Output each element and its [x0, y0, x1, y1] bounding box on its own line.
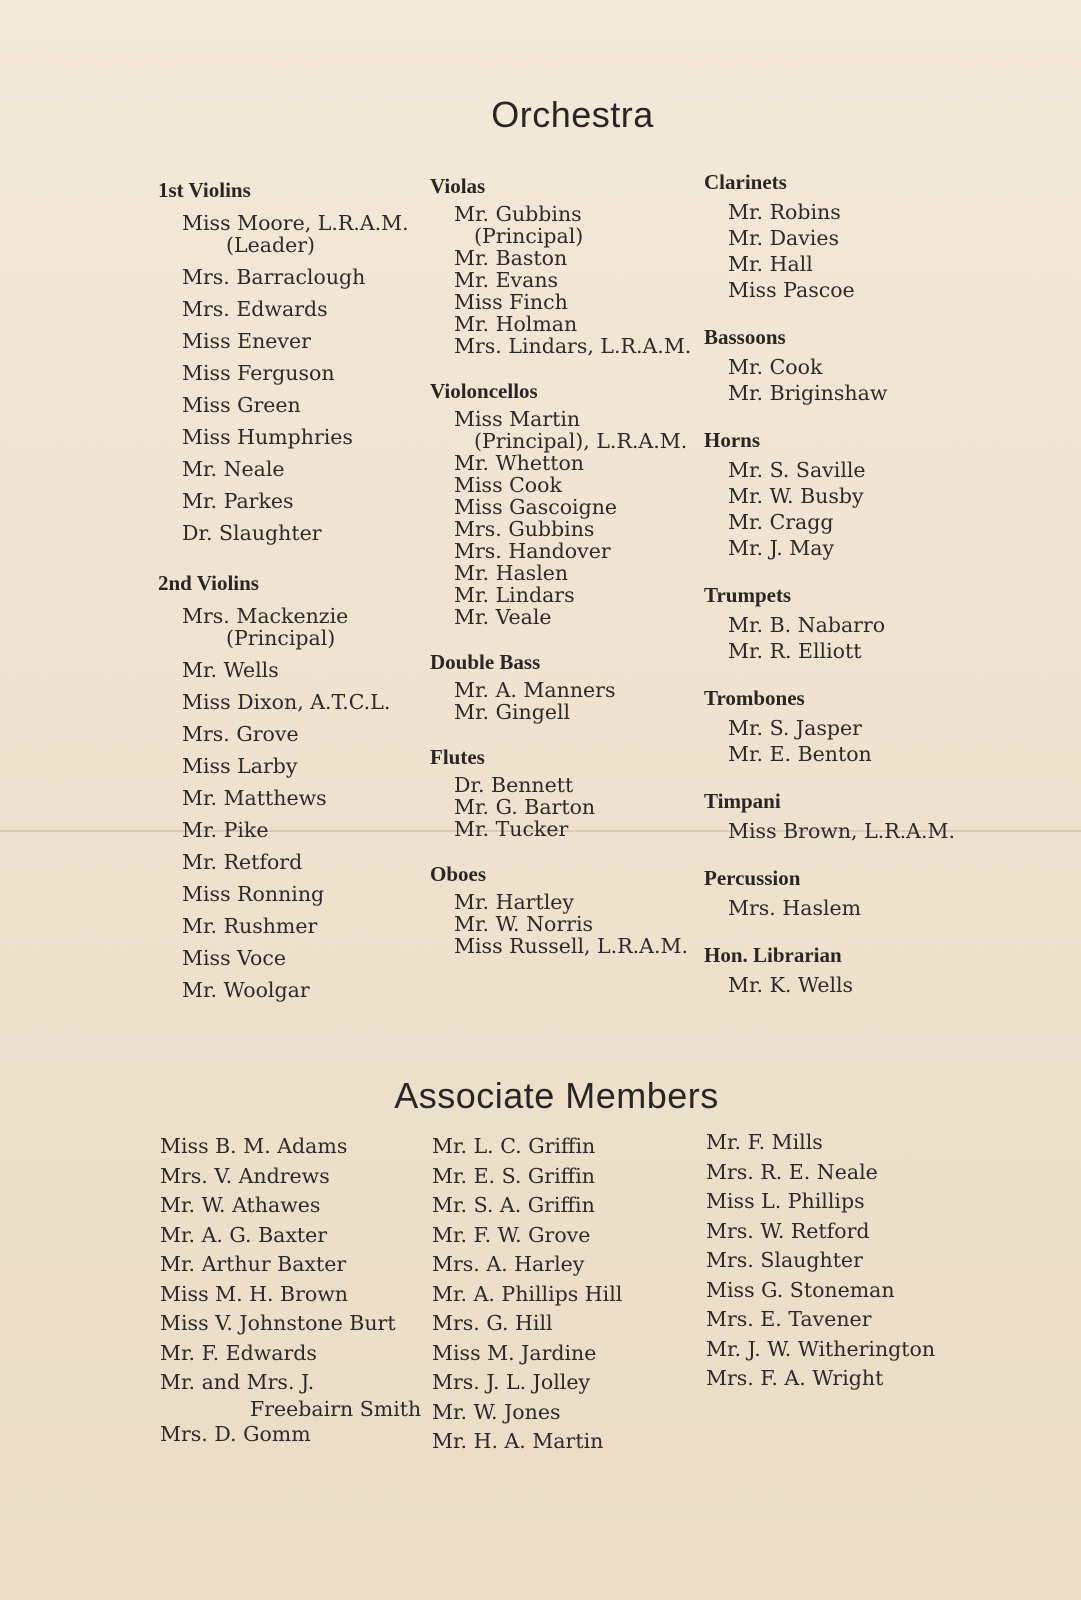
member-name-line: Miss Cook — [454, 473, 562, 497]
associate-member — [706, 1246, 935, 1276]
member-name-line: Mr. Cook — [728, 355, 823, 379]
member-name-line: Mr. Pike — [182, 818, 269, 842]
member-name — [158, 718, 428, 750]
member-name-line: Mr. J. May — [728, 536, 835, 560]
orchestra-column-2 — [430, 174, 700, 979]
member-name-continuation: (Principal), L.R.A.M. — [474, 429, 688, 453]
member-name — [430, 935, 700, 957]
member-name — [704, 225, 994, 251]
member-name-line: Miss Humphries — [182, 425, 353, 449]
associate-name-line: Mrs. E. Tavener — [706, 1307, 872, 1331]
instrument-section — [704, 428, 994, 561]
member-name — [704, 818, 994, 844]
member-name — [158, 600, 428, 654]
associate-member — [432, 1398, 622, 1428]
instrument-section — [158, 571, 428, 1006]
member-name — [430, 269, 700, 291]
associate-member — [432, 1427, 622, 1457]
member-name — [704, 638, 994, 664]
associate-name-line: Mr. L. C. Griffin — [432, 1134, 596, 1158]
orchestra-column-1 — [158, 178, 428, 1028]
member-name-line: Mr. Evans — [454, 268, 559, 292]
member-name-line: Miss Brown, L.R.A.M. — [728, 819, 956, 843]
member-name-line: Mr. Gingell — [454, 700, 571, 724]
member-name-line: Mr. Tucker — [454, 817, 569, 841]
member-name-line: Miss Dixon, A.T.C.L. — [182, 690, 391, 714]
member-name — [430, 313, 700, 335]
associates-column-1 — [160, 1132, 421, 1449]
associate-member — [160, 1280, 421, 1310]
associate-name-line: Mrs. J. L. Jolley — [432, 1370, 591, 1394]
member-name — [430, 584, 700, 606]
associate-name-line: Mr. F. Mills — [706, 1130, 823, 1154]
instrument-section — [704, 866, 994, 921]
section-heading: Double Bass — [430, 650, 541, 674]
member-name — [158, 517, 428, 549]
instrument-section — [704, 789, 994, 844]
associate-member — [706, 1364, 935, 1394]
associate-member — [432, 1221, 622, 1251]
associate-member — [706, 1187, 935, 1217]
instrument-section — [158, 178, 428, 549]
section-heading: 1st Violins — [158, 178, 251, 202]
member-name-line: Miss Ferguson — [182, 361, 335, 385]
member-name — [704, 380, 994, 406]
member-name — [704, 509, 994, 535]
member-name-line: Mr. Rushmer — [182, 914, 318, 938]
associate-member — [160, 1339, 421, 1369]
member-name-line: Mr. Veale — [454, 605, 552, 629]
member-name — [430, 913, 700, 935]
associate-member — [432, 1280, 622, 1310]
member-name-line: Mr. Wells — [182, 658, 279, 682]
associate-member — [160, 1309, 421, 1339]
member-name-line: Mr. S. Jasper — [728, 716, 862, 740]
instrument-section — [430, 862, 700, 957]
member-name-line: Mr. Hartley — [454, 890, 574, 914]
member-name — [158, 878, 428, 910]
associate-name-line: Mr. W. Athawes — [160, 1193, 321, 1217]
member-name-line: Mr. Gubbins — [454, 202, 582, 226]
associate-name-line: Mrs. V. Andrews — [160, 1163, 330, 1188]
member-name — [430, 540, 700, 562]
section-heading: Trombones — [704, 686, 805, 710]
associate-name-line: Mrs. A. Harley — [432, 1252, 585, 1276]
associate-name-line: Mrs. W. Retford — [706, 1218, 870, 1243]
associate-member — [432, 1339, 622, 1369]
instrument-section — [430, 174, 700, 357]
member-name-line: Mr. Baston — [454, 246, 568, 270]
instrument-section — [430, 379, 700, 628]
member-name-line: Mr. S. Saville — [728, 458, 866, 482]
member-name — [158, 389, 428, 421]
member-name — [704, 895, 994, 921]
member-name-line: Mrs. Lindars, L.R.A.M. — [454, 334, 692, 358]
member-name — [704, 251, 994, 277]
associate-member — [432, 1162, 622, 1192]
member-name-line: Mr. Cragg — [728, 510, 834, 534]
member-name-line: Miss Green — [182, 393, 301, 417]
section-heading: Flutes — [430, 745, 485, 769]
section-heading: 2nd Violins — [158, 571, 259, 595]
member-name-line: Mr. Woolgar — [182, 978, 310, 1002]
member-name — [704, 354, 994, 380]
associates-column-2 — [432, 1132, 622, 1457]
member-name — [430, 891, 700, 913]
member-name-line: Mr. G. Barton — [454, 795, 596, 819]
associate-name-line: Mr. A. Phillips Hill — [432, 1281, 623, 1306]
associate-member — [432, 1132, 622, 1162]
associate-name-line: Mr. H. A. Martin — [432, 1429, 604, 1453]
associate-member — [706, 1217, 935, 1247]
associate-name-line: Miss L. Phillips — [706, 1189, 865, 1213]
member-name — [430, 796, 700, 818]
associate-member — [160, 1221, 421, 1251]
associate-name-line: Mr. F. W. Grove — [432, 1222, 591, 1247]
section-heading: Clarinets — [704, 170, 787, 194]
associate-member — [706, 1335, 935, 1365]
associate-members-title: Associate Members — [394, 1075, 719, 1116]
member-name — [158, 654, 428, 686]
member-name — [704, 612, 994, 638]
member-name-line: Miss Pascoe — [728, 278, 855, 302]
member-name-line: Miss Ronning — [182, 882, 325, 906]
associate-name-line: Miss G. Stoneman — [706, 1277, 895, 1302]
associate-member — [706, 1305, 935, 1335]
member-name — [158, 453, 428, 485]
member-name-line: Miss Larby — [182, 754, 298, 778]
instrument-section — [704, 170, 994, 303]
section-heading: Timpani — [704, 789, 781, 813]
member-name — [704, 972, 994, 998]
associate-name-line: Mr. A. G. Baxter — [160, 1222, 328, 1247]
associate-name-line: Mrs. D. Gomm — [160, 1421, 311, 1446]
member-name-line: Mr. K. Wells — [728, 973, 854, 997]
associate-name-line: Miss B. M. Adams — [160, 1134, 348, 1158]
member-name — [158, 942, 428, 974]
section-heading: Trumpets — [704, 583, 792, 607]
associate-name-line: Mrs. R. E. Neale — [706, 1159, 878, 1184]
member-name — [704, 535, 994, 561]
member-name — [158, 261, 428, 293]
member-name-line: Mr. E. Benton — [728, 742, 872, 766]
member-name — [430, 291, 700, 313]
associate-member — [160, 1132, 421, 1162]
member-name — [158, 293, 428, 325]
associate-member — [706, 1158, 935, 1188]
member-name — [430, 818, 700, 840]
member-name-line: Miss Voce — [182, 946, 286, 970]
member-name — [158, 421, 428, 453]
section-heading: Oboes — [430, 862, 487, 886]
member-name-line: Mr. Robins — [728, 200, 841, 224]
associate-name-line: Mr. W. Jones — [432, 1399, 561, 1424]
member-name — [704, 741, 994, 767]
member-name-continuation: (Leader) — [226, 233, 316, 257]
section-heading: Percussion — [704, 866, 801, 890]
associate-name-line: Mr. Arthur Baxter — [160, 1252, 347, 1276]
associate-name-line: Mr. F. Edwards — [160, 1340, 317, 1365]
member-name-line: Mr. Holman — [454, 312, 578, 336]
member-name — [430, 518, 700, 540]
member-name-continuation: (Principal) — [226, 626, 336, 650]
member-name — [430, 562, 700, 584]
associate-member — [432, 1250, 622, 1280]
member-name — [158, 485, 428, 517]
member-name-line: Miss Gascoigne — [454, 495, 618, 519]
member-name — [704, 483, 994, 509]
section-heading: Bassoons — [704, 325, 786, 349]
associate-member — [160, 1368, 421, 1420]
section-heading: Violas — [430, 174, 486, 198]
member-name-line: Mr. Neale — [182, 457, 285, 481]
member-name-line: Mr. Retford — [182, 850, 303, 874]
member-name-line: Mr. Davies — [728, 226, 840, 250]
associate-member — [706, 1276, 935, 1306]
member-name-line: Mrs. Grove — [182, 722, 299, 746]
member-name-line: Mr. A. Manners — [454, 678, 616, 702]
member-name — [158, 357, 428, 389]
member-name — [430, 496, 700, 518]
orchestra-column-3 — [704, 170, 994, 1020]
member-name-line: Mr. B. Nabarro — [728, 613, 886, 637]
member-name-line: Mr. Haslen — [454, 561, 569, 585]
member-name-line: Miss Moore, L.R.A.M. — [182, 211, 409, 235]
section-heading: Horns — [704, 428, 761, 452]
member-name — [704, 277, 994, 303]
associate-member — [160, 1191, 421, 1221]
associate-member — [160, 1162, 421, 1192]
member-name-line: Mr. W. Norris — [454, 912, 594, 936]
associate-name-line: Mrs. Slaughter — [706, 1248, 863, 1272]
member-name — [158, 910, 428, 942]
member-name — [430, 701, 700, 723]
associate-name-line: Miss M. H. Brown — [160, 1281, 348, 1306]
associate-member — [432, 1191, 622, 1221]
member-name-line: Dr. Slaughter — [182, 521, 322, 545]
instrument-section — [704, 583, 994, 664]
member-name — [158, 782, 428, 814]
associate-member — [432, 1309, 622, 1339]
associate-name-line: Mr. E. S. Griffin — [432, 1163, 595, 1188]
member-name — [704, 199, 994, 225]
associate-name-continuation: Freebairn Smith — [250, 1396, 422, 1421]
member-name — [158, 686, 428, 718]
member-name — [430, 247, 700, 269]
member-name — [430, 474, 700, 496]
member-name — [158, 207, 428, 261]
member-name-line: Mr. R. Elliott — [728, 639, 862, 663]
member-name-line: Mrs. Edwards — [182, 297, 328, 321]
associate-member — [706, 1128, 935, 1158]
member-name-line: Mrs. Gubbins — [454, 517, 595, 541]
member-name — [704, 715, 994, 741]
instrument-section — [430, 745, 700, 840]
member-name — [158, 814, 428, 846]
member-name-line: Miss Enever — [182, 329, 311, 353]
member-name-line: Mr. W. Busby — [728, 484, 864, 508]
member-name — [430, 679, 700, 701]
section-heading: Violoncellos — [430, 379, 538, 403]
member-name-line: Mr. Matthews — [182, 786, 327, 810]
associate-name-line: Mrs. F. A. Wright — [706, 1366, 884, 1390]
member-name — [158, 325, 428, 357]
associate-member — [432, 1368, 622, 1398]
member-name-line: Dr. Bennett — [454, 773, 574, 797]
member-name-line: Miss Finch — [454, 290, 568, 314]
associate-name-line: Mr. J. W. Witherington — [706, 1336, 936, 1361]
associate-member — [160, 1250, 421, 1280]
member-name-line: Mr. Hall — [728, 252, 813, 276]
member-name-line: Mrs. Barraclough — [182, 265, 366, 289]
member-name-line: Mr. Briginshaw — [728, 381, 888, 405]
member-name-continuation: (Principal) — [474, 224, 584, 248]
associate-name-line: Miss M. Jardine — [432, 1340, 597, 1365]
member-name — [430, 408, 700, 452]
member-name-line: Mr. Whetton — [454, 451, 584, 475]
member-name — [430, 203, 700, 247]
associate-name-line: Mr. S. A. Griffin — [432, 1193, 595, 1217]
member-name — [158, 974, 428, 1006]
member-name-line: Miss Martin — [454, 407, 581, 431]
member-name-line: Mrs. Haslem — [728, 896, 862, 920]
instrument-section — [704, 325, 994, 406]
instrument-section — [704, 686, 994, 767]
member-name-line: Miss Russell, L.R.A.M. — [454, 934, 688, 958]
member-name-line: Mrs. Mackenzie — [182, 604, 349, 628]
member-name — [430, 335, 700, 357]
member-name — [430, 452, 700, 474]
member-name-line: Mrs. Handover — [454, 539, 611, 563]
section-heading: Hon. Librarian — [704, 943, 842, 967]
instrument-section — [704, 943, 994, 998]
member-name — [704, 457, 994, 483]
instrument-section — [430, 650, 700, 723]
associate-name-line: Mrs. G. Hill — [432, 1311, 553, 1335]
associates-column-3 — [706, 1128, 935, 1394]
orchestra-title: Orchestra — [491, 94, 654, 135]
associate-name-line: Miss V. Johnstone Burt — [160, 1311, 396, 1335]
associate-name-line: Mr. and Mrs. J. — [160, 1370, 315, 1394]
member-name-line: Mr. Parkes — [182, 489, 294, 513]
member-name — [158, 846, 428, 878]
member-name-line: Mr. Lindars — [454, 583, 575, 607]
associate-member — [160, 1420, 421, 1450]
member-name — [158, 750, 428, 782]
member-name — [430, 606, 700, 628]
member-name — [430, 774, 700, 796]
